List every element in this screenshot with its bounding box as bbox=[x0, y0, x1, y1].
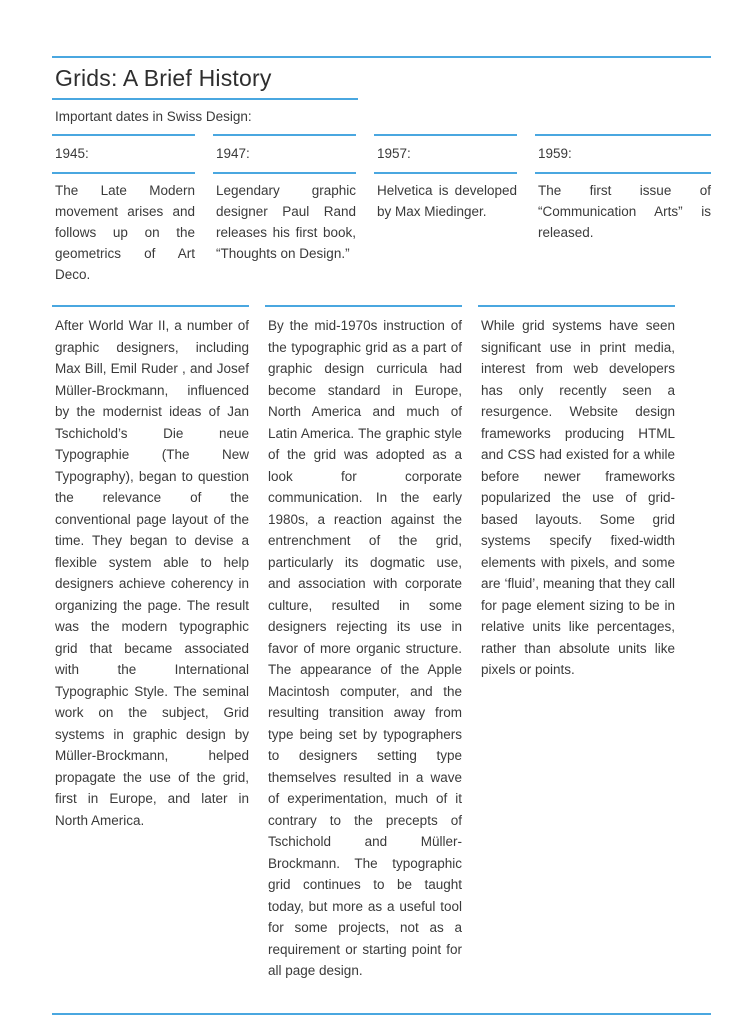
article-text: By the mid-1970s instruction of the typographic grid as a part of graphic design curricula had become standard in Europe, North America and much of Latin America. The graphic style of the grid was adopted as a look for corporate communication. In the early 1980s, a reaction against the entrenchment of the grid, particularly its dogmatic use, and association with corporate culture, resulted in some designers rejecting its use in favor of more organic structure. The appearance of the Apple Macintosh computer, and the resulting transition away from type being set by typographers to designers setting type themselves resulted in a wave of experimentation, much of it contrary to the precepts of Tschichold and Müller-Brockmann. The typographic grid continues to be taught today, but more as a useful tool for some projects, not as a requirement or starting point for all page design. bbox=[268, 318, 462, 978]
timeline-description: The Late Modern movement arises and follows up on the geometrics of Art Deco. bbox=[55, 183, 195, 282]
timeline-description: Helvetica is developed by Max Miedinger. bbox=[377, 183, 517, 219]
article-column-1 bbox=[52, 305, 249, 982]
article-column-3 bbox=[478, 305, 675, 982]
page-title: Grids: A Brief History bbox=[55, 65, 272, 91]
bottom-rule bbox=[52, 1013, 711, 1015]
article-column-2 bbox=[265, 305, 462, 982]
timeline-year: 1947: bbox=[216, 146, 250, 161]
timeline-description: The first issue of “Communication Arts” is released. bbox=[538, 183, 711, 240]
article-text: After World War II, a number of graphic designers, including Max Bill, Emil Ruder , and Josef Müller-Brockmann, influenced by the modernist ideas of Jan Tschichold’s Die neue Typographie (The New Typography), began to question the relevance of the conventional page layout of the time. They began to devise a flexible system able to help designers achieve coherency in organizing the page. The result was the modern typographic grid that became associated with the International Typographic Style. The seminal work on the subject, Grid systems in graphic design by Müller-Brockmann, helped propagate the use of the grid, first in Europe, and later in North America. bbox=[55, 318, 249, 828]
article-section bbox=[52, 305, 711, 982]
timeline-year: 1959: bbox=[538, 146, 572, 161]
article-text: While grid systems have seen significant use in print media, interest from web developers has only recently seen a resurgence. Website design frameworks producing HTML and CSS had existed for a while before newer frameworks popularized the use of grid-based layouts. Some grid systems specify fixed-width elements with pixels, and some are ‘fluid’, meaning that they call for page element sizing to be in relative units like percentages, rather than absolute units like pixels or points. bbox=[481, 318, 675, 677]
subtitle: Important dates in Swiss Design: bbox=[55, 109, 252, 124]
timeline-section bbox=[52, 134, 711, 285]
timeline-year: 1945: bbox=[55, 146, 89, 161]
timeline-entry-1947 bbox=[213, 134, 356, 285]
timeline-entry-1957 bbox=[374, 134, 517, 285]
timeline-description: Legendary graphic designer Paul Rand releases his first book, “Thoughts on Design.” bbox=[216, 183, 356, 261]
timeline-entry-1945 bbox=[52, 134, 195, 285]
timeline-year: 1957: bbox=[377, 146, 411, 161]
timeline-entry-1959 bbox=[535, 134, 711, 285]
